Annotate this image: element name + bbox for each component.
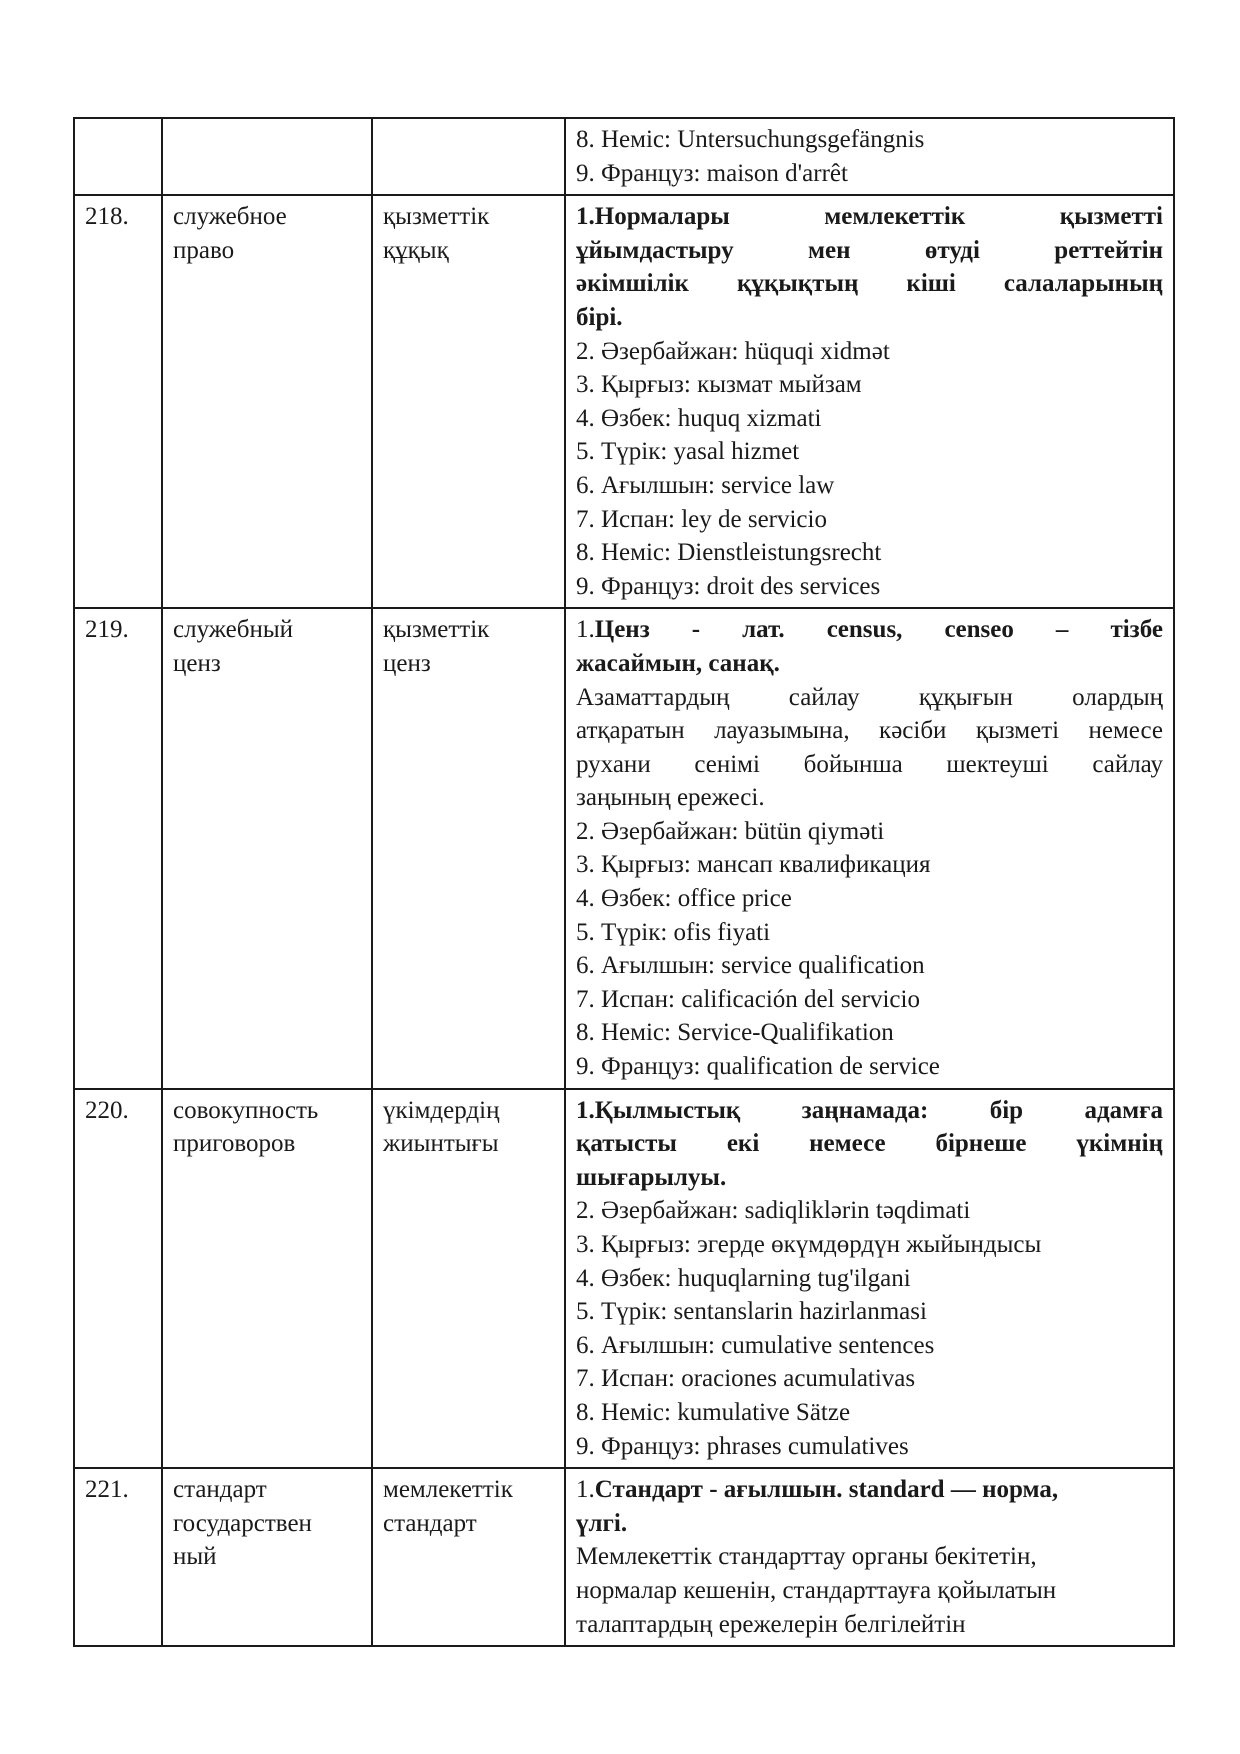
definition-heading: Стандарт - ағылшын. standard — норма, <box>594 1476 1059 1504</box>
translation-line: 7. Испан: oraciones acumulativas <box>576 1365 916 1393</box>
cell-kazakh-term <box>372 1089 565 1469</box>
cell-number: 221. <box>74 1468 162 1646</box>
table-row-continuation <box>74 118 1174 195</box>
kazakh-term-line: үкімдердің <box>383 1096 500 1124</box>
translation-line: 4. Өзбек: office price <box>576 885 792 913</box>
cell-kazakh-term <box>372 118 565 195</box>
cell-definition <box>565 1089 1174 1469</box>
kazakh-term-line: құқық <box>383 236 449 264</box>
translation-line: 5. Түрік: sentanslarin hazirlanmasi <box>576 1298 927 1326</box>
definition-line: бірі. <box>576 303 623 331</box>
cell-russian-term <box>162 608 372 1088</box>
translation-line: 3. Қырғыз: эгерде өкүмдөрдүн жыйындысы <box>576 1231 1042 1258</box>
definition-line: 1.Қылмыстық заңнамада: бір адамға <box>576 1096 1163 1124</box>
translation-line: 7. Испан: calificación del servicio <box>576 985 920 1013</box>
cell-russian-term <box>162 1089 372 1469</box>
definition-heading: Ценз - лат. census, censeo – тізбе <box>594 616 1163 644</box>
cell-definition <box>565 1468 1174 1646</box>
translation-line: 8. Неміс: Service-Qualifikation <box>576 1019 894 1047</box>
cell-definition <box>565 118 1174 195</box>
russian-term-line: служебный <box>173 616 294 644</box>
definition-line: нормалар кешенін, стандарттауға қойылатын <box>576 1576 1057 1604</box>
translation-line: 4. Өзбек: huquqlarning tug'ilgani <box>576 1264 911 1292</box>
definition-line: қатысты екі немесе бірнеше үкімнің <box>576 1130 1163 1158</box>
dictionary-table <box>73 117 1175 1647</box>
translation-line: 2. Әзербайжан: hüquqi xidmət <box>576 337 890 365</box>
definition-line: талаптардың ережелерін белгілейтін <box>576 1610 966 1638</box>
translation-line: 9. Француз: droit des services <box>576 572 881 600</box>
cell-kazakh-term <box>372 1468 565 1646</box>
definition-number: 1. <box>576 616 595 644</box>
kazakh-term-line: жиынтығы <box>383 1130 499 1158</box>
kazakh-term-line: ценз <box>383 649 431 677</box>
translation-line: 6. Ағылшын: service qualification <box>576 952 925 980</box>
definition-number: 1. <box>576 1476 595 1504</box>
translation-line: 8. Неміс: Untersuchungsgefängnis <box>576 126 925 153</box>
translation-line: 5. Түрік: yasal hizmet <box>576 438 800 466</box>
cell-russian-term <box>162 195 372 608</box>
translation-line: 5. Түрік: ofis fiyati <box>576 918 771 946</box>
russian-term-line: служебное <box>173 203 287 231</box>
definition-line: Азаматтардың сайлау құқығын олардың <box>576 683 1163 711</box>
cell-number: 218. <box>74 195 162 608</box>
definition-line: 1.Нормалары мемлекеттік қызметті <box>576 203 1163 231</box>
translation-line: 9. Француз: phrases cumulatives <box>576 1432 909 1460</box>
russian-term-line: приговоров <box>173 1130 296 1158</box>
kazakh-term-line: мемлекеттік <box>383 1476 513 1504</box>
russian-term-line: право <box>173 236 235 264</box>
translation-line: 3. Қырғыз: мансап квалификация <box>576 851 931 879</box>
translation-line: 7. Испан: ley de servicio <box>576 505 827 533</box>
translation-line: 2. Әзербайжан: bütün qiyməti <box>576 817 885 845</box>
translation-line: 6. Ағылшын: service law <box>576 471 835 499</box>
definition-line: рухани сенімі бойынша шектеуші сайлау <box>576 750 1163 778</box>
definition-heading: жасаймын, санақ. <box>576 649 780 677</box>
cell-definition <box>565 195 1174 608</box>
cell-kazakh-term <box>372 608 565 1088</box>
translation-line: 2. Әзербайжан: sadiqliklərin təqdimati <box>576 1197 971 1225</box>
russian-term-line: ный <box>173 1543 217 1571</box>
translation-line: 4. Өзбек: huquq xizmati <box>576 404 822 432</box>
russian-term-line: государствен <box>173 1509 312 1537</box>
russian-term-line: стандарт <box>173 1476 267 1504</box>
definition-line: заңының ережесі. <box>576 784 765 812</box>
translation-line: 3. Қырғыз: кызмат мыйзам <box>576 371 862 399</box>
cell-number: 220. <box>74 1089 162 1469</box>
definition-line: Мемлекеттік стандарттау органы бекітетін, <box>576 1543 1037 1571</box>
translation-line: 8. Неміс: Dienstleistungsrecht <box>576 539 882 567</box>
kazakh-term-line: стандарт <box>383 1509 477 1537</box>
cell-number: 219. <box>74 608 162 1088</box>
translation-line: 9. Француз: qualification de service <box>576 1053 940 1081</box>
russian-term-line: совокупность <box>173 1096 319 1124</box>
kazakh-term-line: қызметтік <box>383 616 490 644</box>
cell-kazakh-term <box>372 195 565 608</box>
russian-term-line: ценз <box>173 649 221 677</box>
translation-line: 6. Ағылшын: cumulative sentences <box>576 1331 935 1359</box>
table-row-221 <box>74 1468 1174 1646</box>
table-row-219 <box>74 608 1174 1088</box>
definition-heading: үлгі. <box>576 1509 628 1537</box>
definition-line: шығарылуы. <box>576 1163 727 1191</box>
definition-line: әкімшілік құқықтың кіші салаларының <box>576 270 1163 298</box>
cell-russian-term <box>162 118 372 195</box>
definition-line <box>576 613 1163 647</box>
cell-russian-term <box>162 1468 372 1646</box>
kazakh-term-line: қызметтік <box>383 203 490 231</box>
definition-line: ұйымдастыру мен өтуді реттейтін <box>576 236 1163 264</box>
cell-number <box>74 118 162 195</box>
cell-definition <box>565 608 1174 1088</box>
definition-line <box>576 1473 1163 1507</box>
translation-line: 8. Неміс: kumulative Sätze <box>576 1398 851 1426</box>
table-row-220 <box>74 1089 1174 1469</box>
translation-line: 9. Француз: maison d'arrêt <box>576 159 848 187</box>
table-row-218 <box>74 195 1174 608</box>
definition-line: атқаратын лауазымына, кәсіби қызметі немесе <box>576 717 1163 745</box>
